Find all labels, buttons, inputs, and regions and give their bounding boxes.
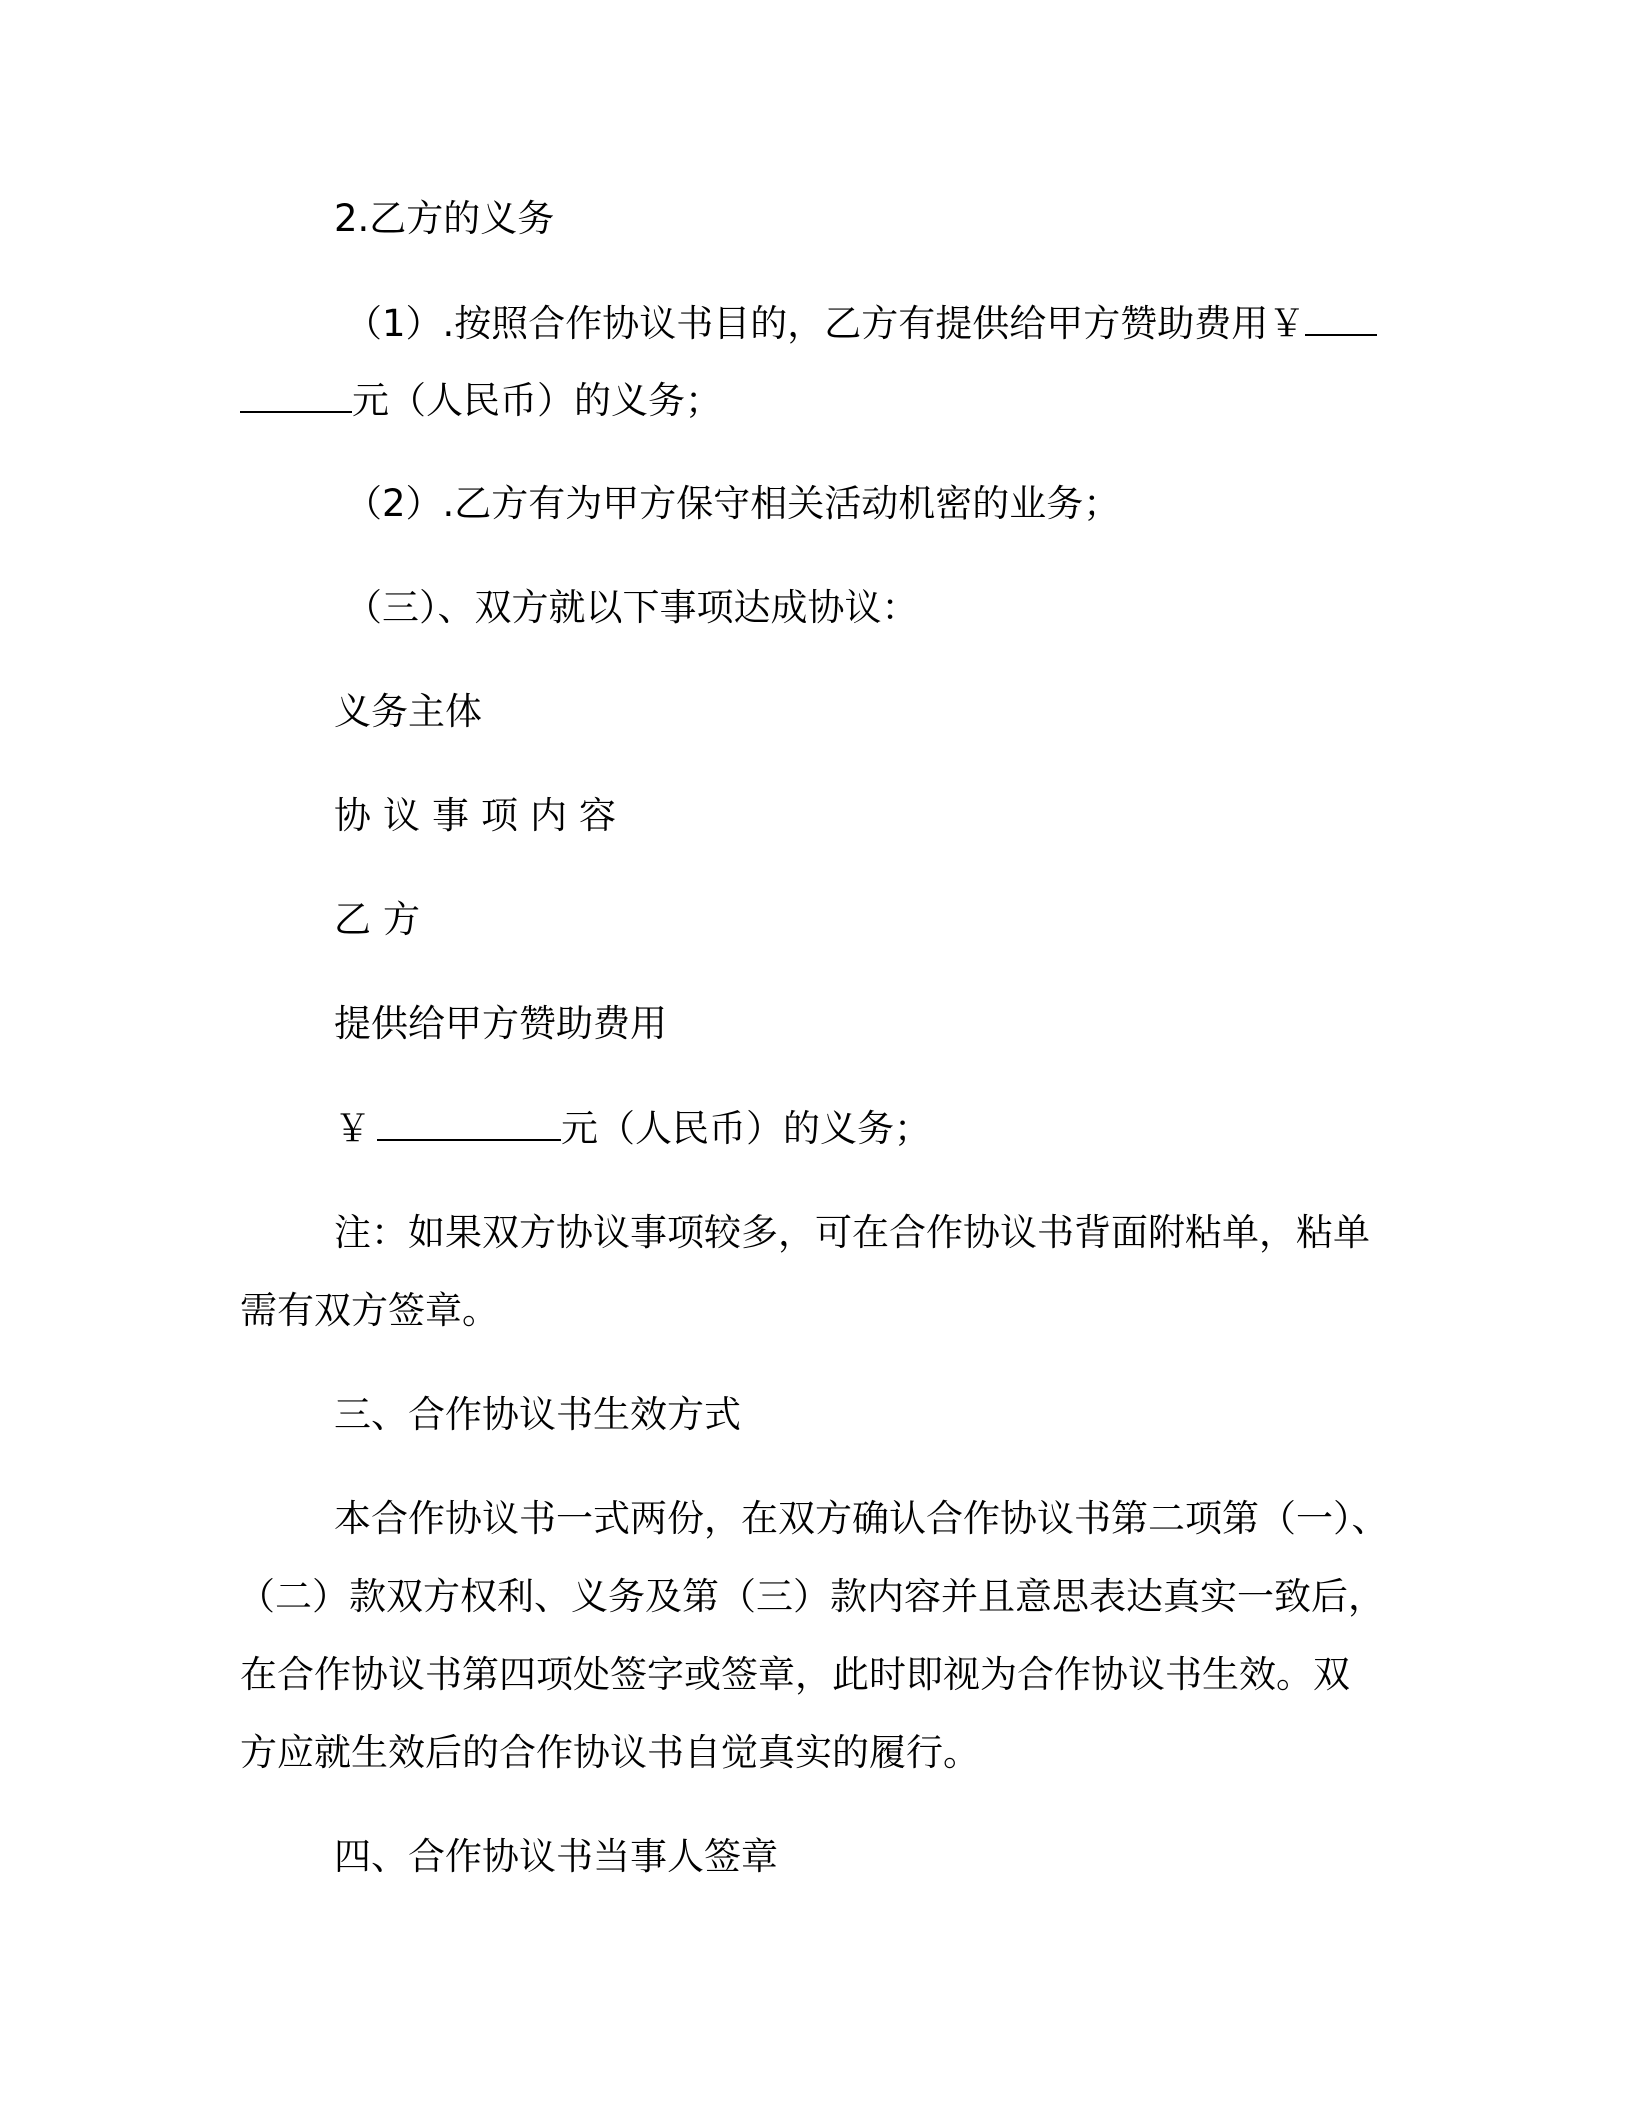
amount-blank-line bbox=[377, 1109, 561, 1141]
effect-paragraph-line-1: 本合作协议书一式两份，在双方确认合作协议书第二项第（一）、 bbox=[334, 1497, 1389, 1540]
effect-heading: 三、合作协议书生效方式 bbox=[334, 1393, 741, 1436]
obligation-item-2: （2）.乙方有为甲方保守相关活动机密的业务； bbox=[345, 482, 1121, 525]
effect-paragraph-line-2: （二）款双方权利、义务及第（三）款内容并且意思表达真实一致后， bbox=[238, 1575, 1385, 1618]
agreement-content-label: 协议事项内容 bbox=[334, 794, 628, 837]
obligation-item-1-continued bbox=[240, 377, 722, 425]
effect-paragraph-line-4: 方应就生效后的合作协议书自觉真实的履行。 bbox=[240, 1731, 980, 1774]
sponsorship-provided-text: 提供给甲方赞助费用 bbox=[334, 1002, 667, 1045]
amount-suffix-text: 元（人民币）的义务； bbox=[561, 1107, 931, 1150]
obligation-item-1-text-end: 元（人民币）的义务； bbox=[352, 379, 722, 422]
yi-obligations-heading: 2.乙方的义务 bbox=[334, 197, 555, 240]
effect-paragraph-line-3: 在合作协议书第四项处签字或签章，此时即视为合作协议书生效。双 bbox=[240, 1653, 1350, 1696]
amount-blank-line bbox=[240, 381, 352, 413]
obligation-item-1 bbox=[345, 300, 1377, 348]
section-3-heading: （三）、双方就以下事项达成协议： bbox=[345, 586, 919, 629]
signature-heading: 四、合作协议书当事人签章 bbox=[334, 1835, 778, 1878]
obligation-item-1-text: （1）.按照合作协议书目的，乙方有提供给甲方赞助费用￥ bbox=[345, 302, 1306, 345]
currency-symbol: ￥ bbox=[334, 1107, 371, 1150]
sponsorship-amount-line bbox=[334, 1105, 931, 1153]
party-yi-label: 乙方 bbox=[334, 898, 432, 941]
amount-blank-line bbox=[1305, 304, 1377, 336]
note-line-1: 注：如果双方协议事项较多，可在合作协议书背面附粘单，粘单 bbox=[334, 1211, 1370, 1254]
note-line-2: 需有双方签章。 bbox=[240, 1289, 499, 1332]
obligation-subject-label: 义务主体 bbox=[334, 690, 482, 733]
